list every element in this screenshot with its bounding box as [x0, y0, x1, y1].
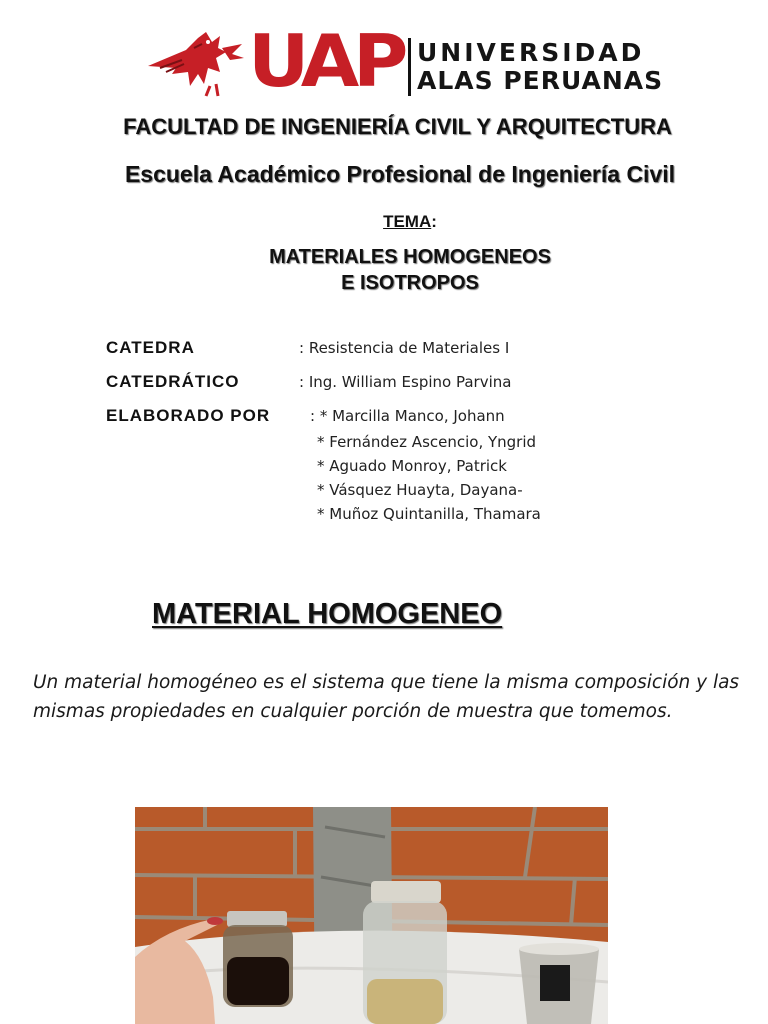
author-item: * Vásquez Huayta, Dayana- [317, 481, 523, 499]
catedra-value: : Resistencia de Materiales I [299, 339, 510, 357]
logo-university-line: UNIVERSIDAD [417, 38, 645, 67]
uap-logo-mark: UAP [248, 19, 403, 103]
section-title: MATERIAL HOMOGENEO [152, 598, 503, 630]
catedratico-value: : Ing. William Espino Parvina [299, 373, 512, 391]
author-item: : * Marcilla Manco, Johann [310, 407, 505, 425]
faculty-heading: FACULTAD DE INGENIERÍA CIVIL Y ARQUITECTURA [123, 114, 672, 139]
catedratico-label: CATEDRÁTICO [106, 372, 240, 391]
photo-jars-experiment [135, 807, 608, 1024]
tema-colon: : [431, 212, 437, 231]
tema-label [0, 212, 768, 232]
topic-line-1: MATERIALES HOMOGENEOS [269, 246, 551, 268]
definition-paragraph: Un material homogéneo es el sistema que tiene la misma composición y las mismas propiedades en cualquier porción de muestra que tomemos. [33, 672, 740, 722]
catedra-label: CATEDRA [106, 338, 195, 357]
author-item: * Fernández Ascencio, Yngrid [317, 433, 537, 451]
uap-logo-bird-icon [146, 28, 246, 98]
elaborado-label: ELABORADO POR [106, 406, 271, 425]
school-heading: Escuela Académico Profesional de Ingeniería Civil [124, 161, 676, 187]
logo-divider [408, 38, 411, 96]
topic-line-2: E ISOTROPOS [341, 272, 479, 294]
logo-name-line: ALAS PERUANAS [417, 66, 664, 95]
topic-title [0, 244, 768, 296]
tema-label-text: TEMA [383, 212, 432, 231]
author-item: * Aguado Monroy, Patrick [317, 457, 507, 475]
author-item: * Muñoz Quintanilla, Thamara [317, 505, 541, 523]
